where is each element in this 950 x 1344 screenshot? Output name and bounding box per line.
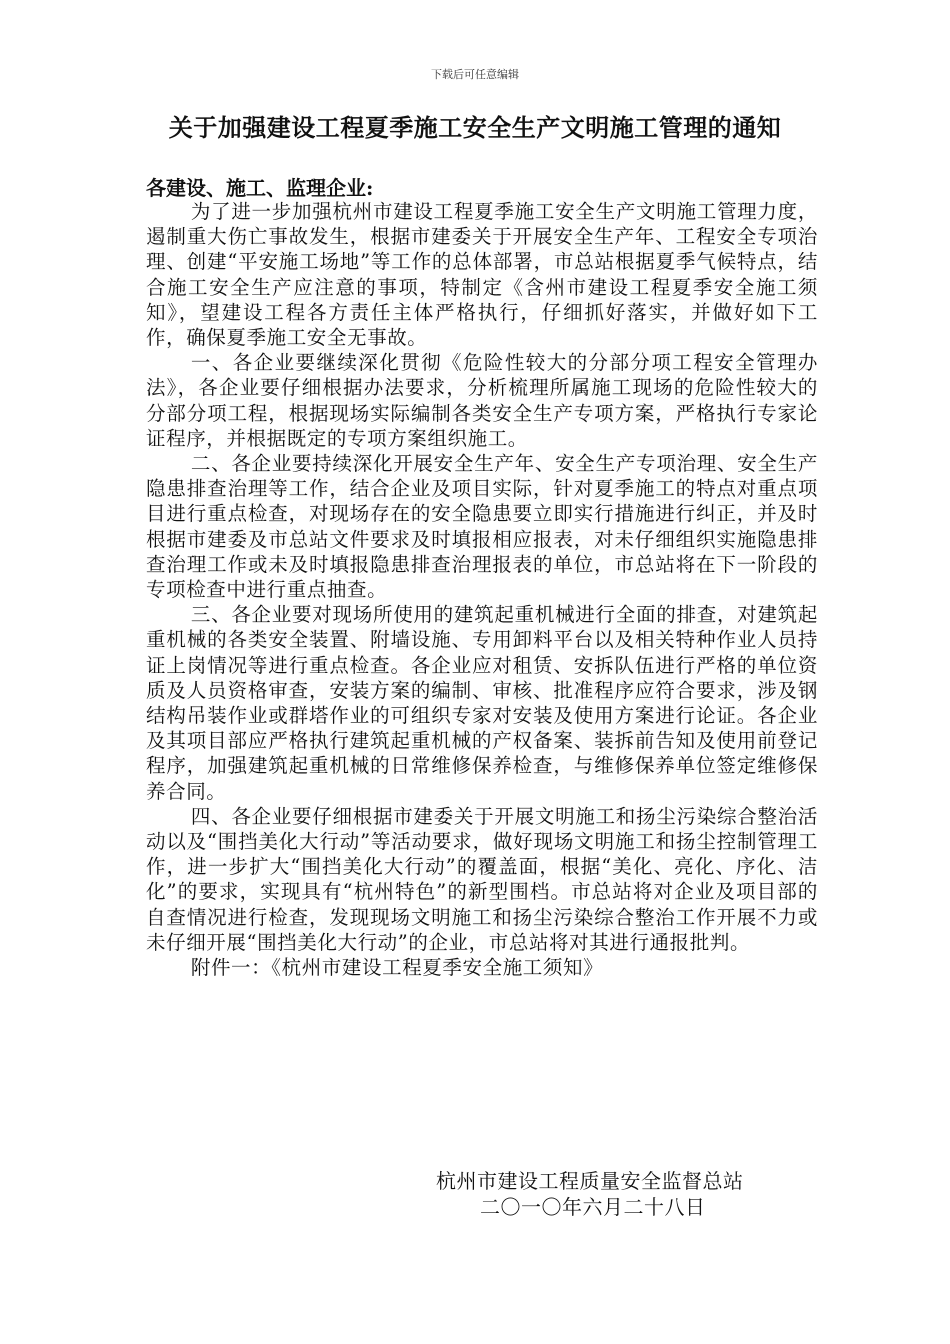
paragraph-item-4: 四、各企业要仔细根据市建委关于开展文明施工和扬尘污染综合整治活动以及“围挡美化大行动”等活动要求，做好现场文明施工和扬尘控制管理工作，进一步扩大“围挡美化大行动”的覆盖面，根据“美化、亮化、序化、洁化”的要求，实现具有“杭州特色”的新型围档。市总站将对企业及项目部的自查情况进行检查，发现现场文明施工和扬尘污染综合整治工作开展不力或未仔细开展“围挡美化大行动”的企业，市总站将对其进行通报批判。 [146,804,818,954]
attachment-line: 附件一：《杭州市建设工程夏季安全施工须知》 [190,956,604,980]
signature-organization: 杭州市建设工程质量安全监督总站 [436,1169,744,1193]
salutation: 各建设、施工、监理企业: [146,176,374,200]
paragraph-intro: 为了进一步加强杭州市建设工程夏季施工安全生产文明施工管理力度，遏制重大伤亡事故发生，根据市建委关于开展安全生产年、工程安全专项治理、创建“平安施工场地”等工作的总体部署，市总站根据夏季气候特点，结合施工安全生产应注意的事项，特制定《含州市建设工程夏季安全施工须知》，望建设工程各方责任主体严格执行，仔细抓好落实，并做好如下工作，确保夏季施工安全无事故。 [146,200,818,350]
watermark-text: 下载后可任意编辑 [431,68,519,81]
signature-date: 二〇一〇年六月二十八日 [480,1195,706,1219]
paragraph-item-1: 一、各企业要继续深化贯彻《危险性较大的分部分项工程安全管理办法》，各企业要仔细根据办法要求，分析梳理所属施工现场的危险性较大的分部分项工程，根据现场实际编制各类安全生产专项方案，严格执行专家论证程序，并根据既定的专项方案组织施工。 [146,351,818,450]
paragraph-item-3: 三、各企业要对现场所使用的建筑起重机械进行全面的排查，对建筑起重机械的各类安全装置、附墙设施、专用卸料平台以及相关特种作业人员持证上岗情况等进行重点检查。各企业应对租赁、安拆队伍进行严格的单位资质及人员资格审查，安装方案的编制、审核、批准程序应符合要求，涉及钢结构吊装作业或群塔作业的可组织专家对安装及使用方案进行论证。各企业及其项目部应严格执行建筑起重机械的产权备案、装拆前告知及使用前登记程序，加强建筑起重机械的日常维修保养检查，与维修保养单位签定维修保养合同。 [146,603,818,803]
document-title: 关于加强建设工程夏季施工安全生产文明施工管理的通知 [168,113,782,142]
paragraph-item-2: 二、各企业要持续深化开展安全生产年、安全生产专项治理、安全生产隐患排查治理等工作，结合企业及项目实际，针对夏季施工的特点对重点项目进行重点检查，对现场存在的安全隐患要立即实行措施进行纠正，并及时根据市建委及市总站文件要求及时填报相应报表，对未仔细组织实施隐患排查治理工作或未及时填报隐患排查治理报表的单位，市总站将在下一阶段的专项检查中进行重点抽查。 [146,452,818,602]
signature-block [436,1168,776,1220]
document-body [146,199,818,980]
